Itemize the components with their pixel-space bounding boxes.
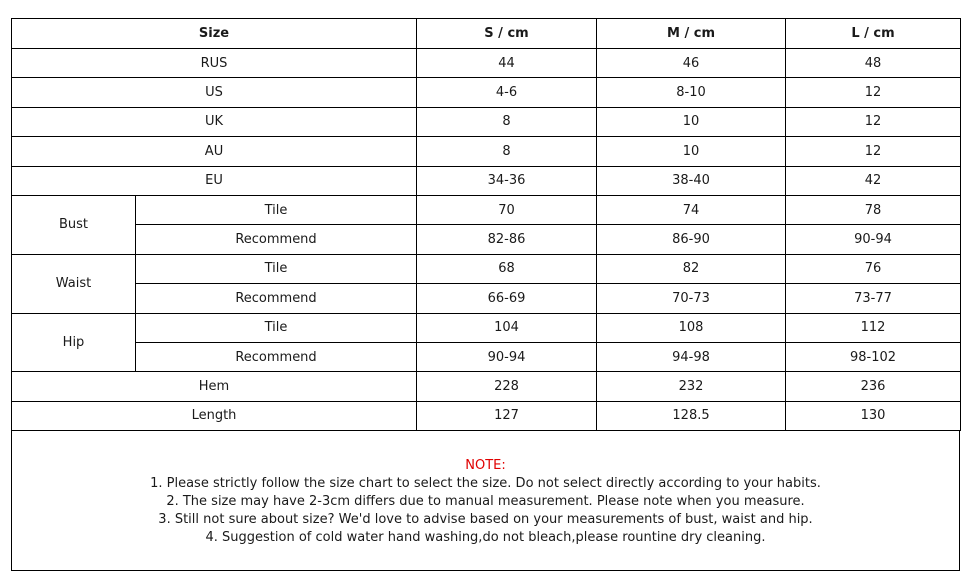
- row-sublabel: Tile: [136, 313, 417, 342]
- cell-m: 82: [597, 254, 786, 283]
- cell-m: 46: [597, 49, 786, 78]
- cell-m: 232: [597, 372, 786, 401]
- cell-l: 12: [786, 137, 961, 166]
- note-item-4: 4. Suggestion of cold water hand washing,do not bleach,please rountine dry cleaning.: [205, 530, 766, 546]
- cell-l: 236: [786, 372, 961, 401]
- cell-l: 48: [786, 49, 961, 78]
- row-label: UK: [12, 107, 417, 136]
- cell-s: 228: [417, 372, 597, 401]
- cell-m: 108: [597, 313, 786, 342]
- cell-s: 8: [417, 137, 597, 166]
- cell-m: 86-90: [597, 225, 786, 254]
- table-row-length: [12, 401, 961, 430]
- cell-l: 12: [786, 107, 961, 136]
- table-row-waist-tile: [12, 254, 961, 283]
- row-label: Hem: [12, 372, 417, 401]
- note-item-1: 1. Please strictly follow the size chart to select the size. Do not select directly according to your habits.: [150, 476, 821, 492]
- header-m: M / cm: [597, 19, 786, 49]
- cell-l: 90-94: [786, 225, 961, 254]
- cell-s: 90-94: [417, 342, 597, 371]
- cell-s: 66-69: [417, 284, 597, 313]
- row-label: Length: [12, 401, 417, 430]
- row-label: US: [12, 78, 417, 107]
- table-row-uk: [12, 107, 961, 136]
- table-row-hip-recommend: [12, 342, 961, 371]
- header-s: S / cm: [417, 19, 597, 49]
- table-row-bust-tile: [12, 195, 961, 224]
- cell-s: 70: [417, 195, 597, 224]
- table-row-bust-recommend: [12, 225, 961, 254]
- group-label-bust: Bust: [12, 195, 136, 254]
- cell-m: 94-98: [597, 342, 786, 371]
- cell-m: 8-10: [597, 78, 786, 107]
- cell-l: 73-77: [786, 284, 961, 313]
- row-sublabel: Recommend: [136, 284, 417, 313]
- table-header-row: [12, 19, 961, 49]
- note-title: NOTE:: [465, 458, 506, 474]
- cell-l: 112: [786, 313, 961, 342]
- table-row-hip-tile: [12, 313, 961, 342]
- table-row-us: [12, 78, 961, 107]
- cell-s: 104: [417, 313, 597, 342]
- table-row-waist-recommend: [12, 284, 961, 313]
- cell-s: 82-86: [417, 225, 597, 254]
- cell-l: 12: [786, 78, 961, 107]
- note-item-2: 2. The size may have 2-3cm differs due to manual measurement. Please note when you measure.: [166, 494, 805, 510]
- table-row-rus: [12, 49, 961, 78]
- row-sublabel: Tile: [136, 195, 417, 224]
- table-row-eu: [12, 166, 961, 195]
- row-label: RUS: [12, 49, 417, 78]
- row-label: EU: [12, 166, 417, 195]
- group-label-waist: Waist: [12, 254, 136, 313]
- header-l: L / cm: [786, 19, 961, 49]
- note-item-3: 3. Still not sure about size? We'd love to advise based on your measurements of bust, waist and hip.: [158, 512, 813, 528]
- cell-s: 44: [417, 49, 597, 78]
- cell-l: 42: [786, 166, 961, 195]
- cell-s: 34-36: [417, 166, 597, 195]
- header-size: Size: [12, 19, 417, 49]
- row-sublabel: Recommend: [136, 225, 417, 254]
- cell-s: 4-6: [417, 78, 597, 107]
- cell-l: 78: [786, 195, 961, 224]
- cell-m: 38-40: [597, 166, 786, 195]
- cell-l: 76: [786, 254, 961, 283]
- notes-box: [11, 431, 960, 571]
- size-table: [11, 18, 961, 431]
- cell-m: 70-73: [597, 284, 786, 313]
- group-label-hip: Hip: [12, 313, 136, 372]
- cell-m: 128.5: [597, 401, 786, 430]
- row-sublabel: Tile: [136, 254, 417, 283]
- table-row-au: [12, 137, 961, 166]
- cell-m: 10: [597, 107, 786, 136]
- table-row-hem: [12, 372, 961, 401]
- cell-m: 74: [597, 195, 786, 224]
- cell-l: 130: [786, 401, 961, 430]
- cell-m: 10: [597, 137, 786, 166]
- cell-s: 8: [417, 107, 597, 136]
- row-sublabel: Recommend: [136, 342, 417, 371]
- cell-s: 68: [417, 254, 597, 283]
- row-label: AU: [12, 137, 417, 166]
- size-chart: [11, 18, 960, 571]
- cell-l: 98-102: [786, 342, 961, 371]
- cell-s: 127: [417, 401, 597, 430]
